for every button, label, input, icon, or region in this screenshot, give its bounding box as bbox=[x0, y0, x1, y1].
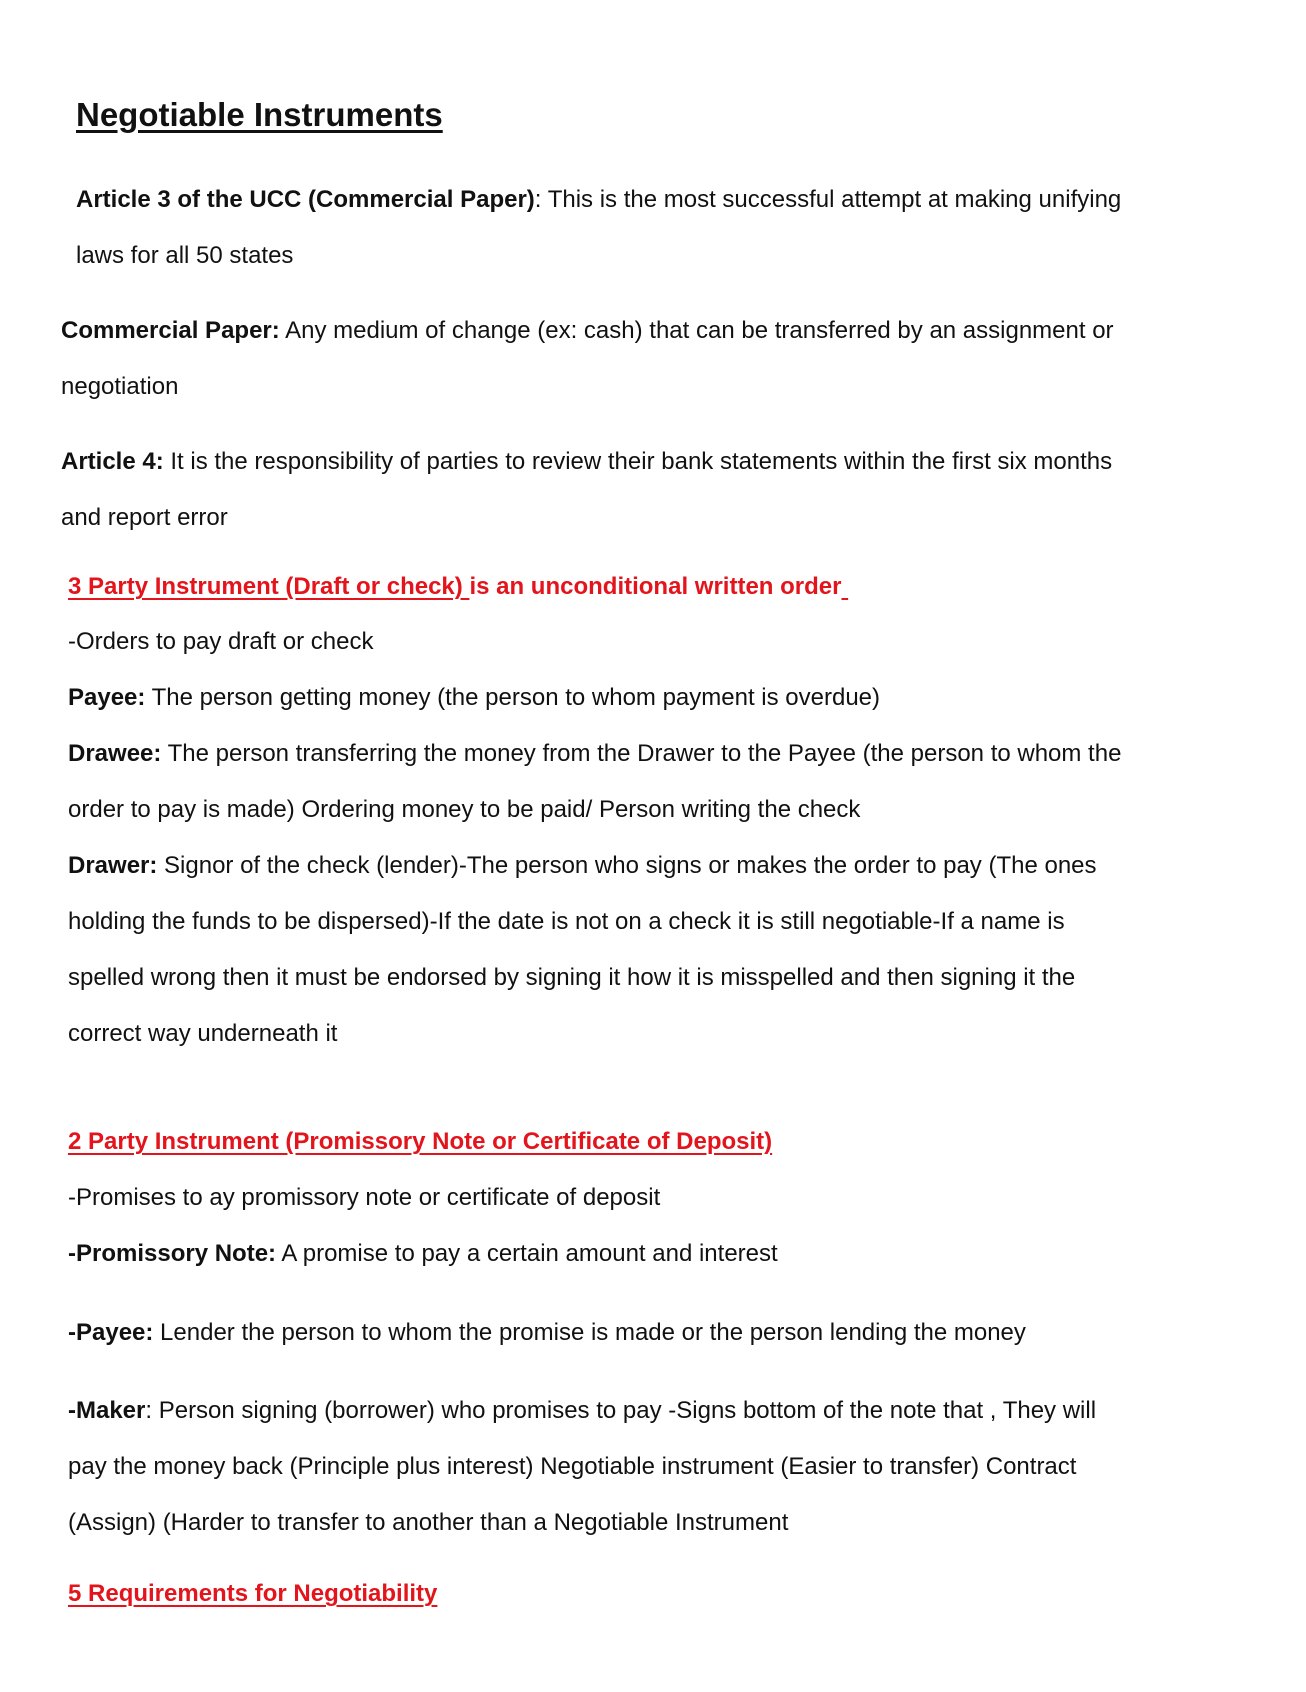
page-title: Negotiable Instruments bbox=[76, 96, 443, 133]
maker-line1: : Person signing (borrower) who promises to pay -Signs bottom of the note that , They will bbox=[145, 1397, 1097, 1424]
drawee-term: Drawee: bbox=[68, 740, 162, 767]
drawer-line1: Signor of the check (lender)-The person who signs or makes the order to pay (The ones bbox=[157, 852, 1097, 879]
requirements-heading-text: 5 Requirements for Negotiability bbox=[68, 1580, 438, 1607]
three-party-heading-trailing-underline bbox=[841, 573, 848, 600]
orders-line: -Orders to pay draft or check bbox=[68, 628, 374, 655]
commercial-paper-term: Commercial Paper: bbox=[61, 317, 280, 344]
drawer-line3: spelled wrong then it must be endorsed by signing it how it is misspelled and then signing it the bbox=[68, 964, 1076, 991]
drawer-line4: correct way underneath it bbox=[68, 1020, 338, 1047]
drawer-line2: holding the funds to be dispersed)-If the date is not on a check it is still negotiable-If a name is bbox=[68, 908, 1065, 935]
drawee-line2: order to pay is made) Ordering money to be paid/ Person writing the check bbox=[68, 796, 861, 823]
drawer-term: Drawer: bbox=[68, 852, 158, 879]
article3-text-line1: This is the most successful attempt at making unifying bbox=[547, 186, 1122, 213]
payee-text: The person getting money (the person to whom payment is overdue) bbox=[145, 684, 881, 711]
three-party-heading-rest: is an unconditional written order bbox=[469, 573, 842, 600]
two-party-payee-text: Lender the person to whom the promise is made or the person lending the money bbox=[153, 1319, 1026, 1346]
article4-text-line2: and report error bbox=[61, 504, 228, 531]
article3-text-line2: laws for all 50 states bbox=[76, 242, 294, 269]
maker-line3: (Assign) (Harder to transfer to another than a Negotiable Instrument bbox=[68, 1509, 789, 1536]
two-party-payee-term: -Payee: bbox=[68, 1319, 154, 1346]
commercial-paper-text-line2: negotiation bbox=[61, 373, 179, 400]
three-party-body bbox=[68, 614, 1121, 1062]
maker-paragraph bbox=[68, 1383, 1096, 1551]
article3-paragraph bbox=[76, 172, 1121, 284]
two-party-heading-text: 2 Party Instrument (Promissory Note or Certificate of Deposit) bbox=[68, 1128, 773, 1155]
article4-term: Article 4: bbox=[61, 448, 164, 475]
three-party-heading-underlined: 3 Party Instrument (Draft or check) bbox=[68, 573, 470, 600]
maker-term: -Maker bbox=[68, 1397, 146, 1424]
commercial-paper-text-line1: Any medium of change (ex: cash) that can be transferred by an assignment or bbox=[279, 317, 1114, 344]
payee-term: Payee: bbox=[68, 684, 146, 711]
two-party-payee-paragraph bbox=[68, 1305, 1026, 1361]
two-party-body bbox=[68, 1170, 778, 1282]
maker-line2: pay the money back (Principle plus interest) Negotiable instrument (Easier to transfer) Contract bbox=[68, 1453, 1077, 1480]
article3-colon: : bbox=[534, 186, 548, 213]
promissory-note-term: -Promissory Note: bbox=[68, 1240, 277, 1267]
promises-line: -Promises to ay promissory note or certificate of deposit bbox=[68, 1184, 661, 1211]
two-party-heading bbox=[68, 1114, 772, 1170]
promissory-note-text: A promise to pay a certain amount and interest bbox=[276, 1240, 778, 1267]
commercial-paper-paragraph bbox=[61, 303, 1114, 415]
three-party-heading bbox=[68, 559, 848, 615]
drawee-line1: The person transferring the money from the Drawer to the Payee (the person to whom the bbox=[161, 740, 1122, 767]
article3-term: Article 3 of the UCC (Commercial Paper) bbox=[76, 186, 535, 213]
requirements-heading bbox=[68, 1566, 437, 1622]
article4-paragraph bbox=[61, 434, 1112, 546]
article4-text-line1: It is the responsibility of parties to review their bank statements within the first six months bbox=[163, 448, 1113, 475]
